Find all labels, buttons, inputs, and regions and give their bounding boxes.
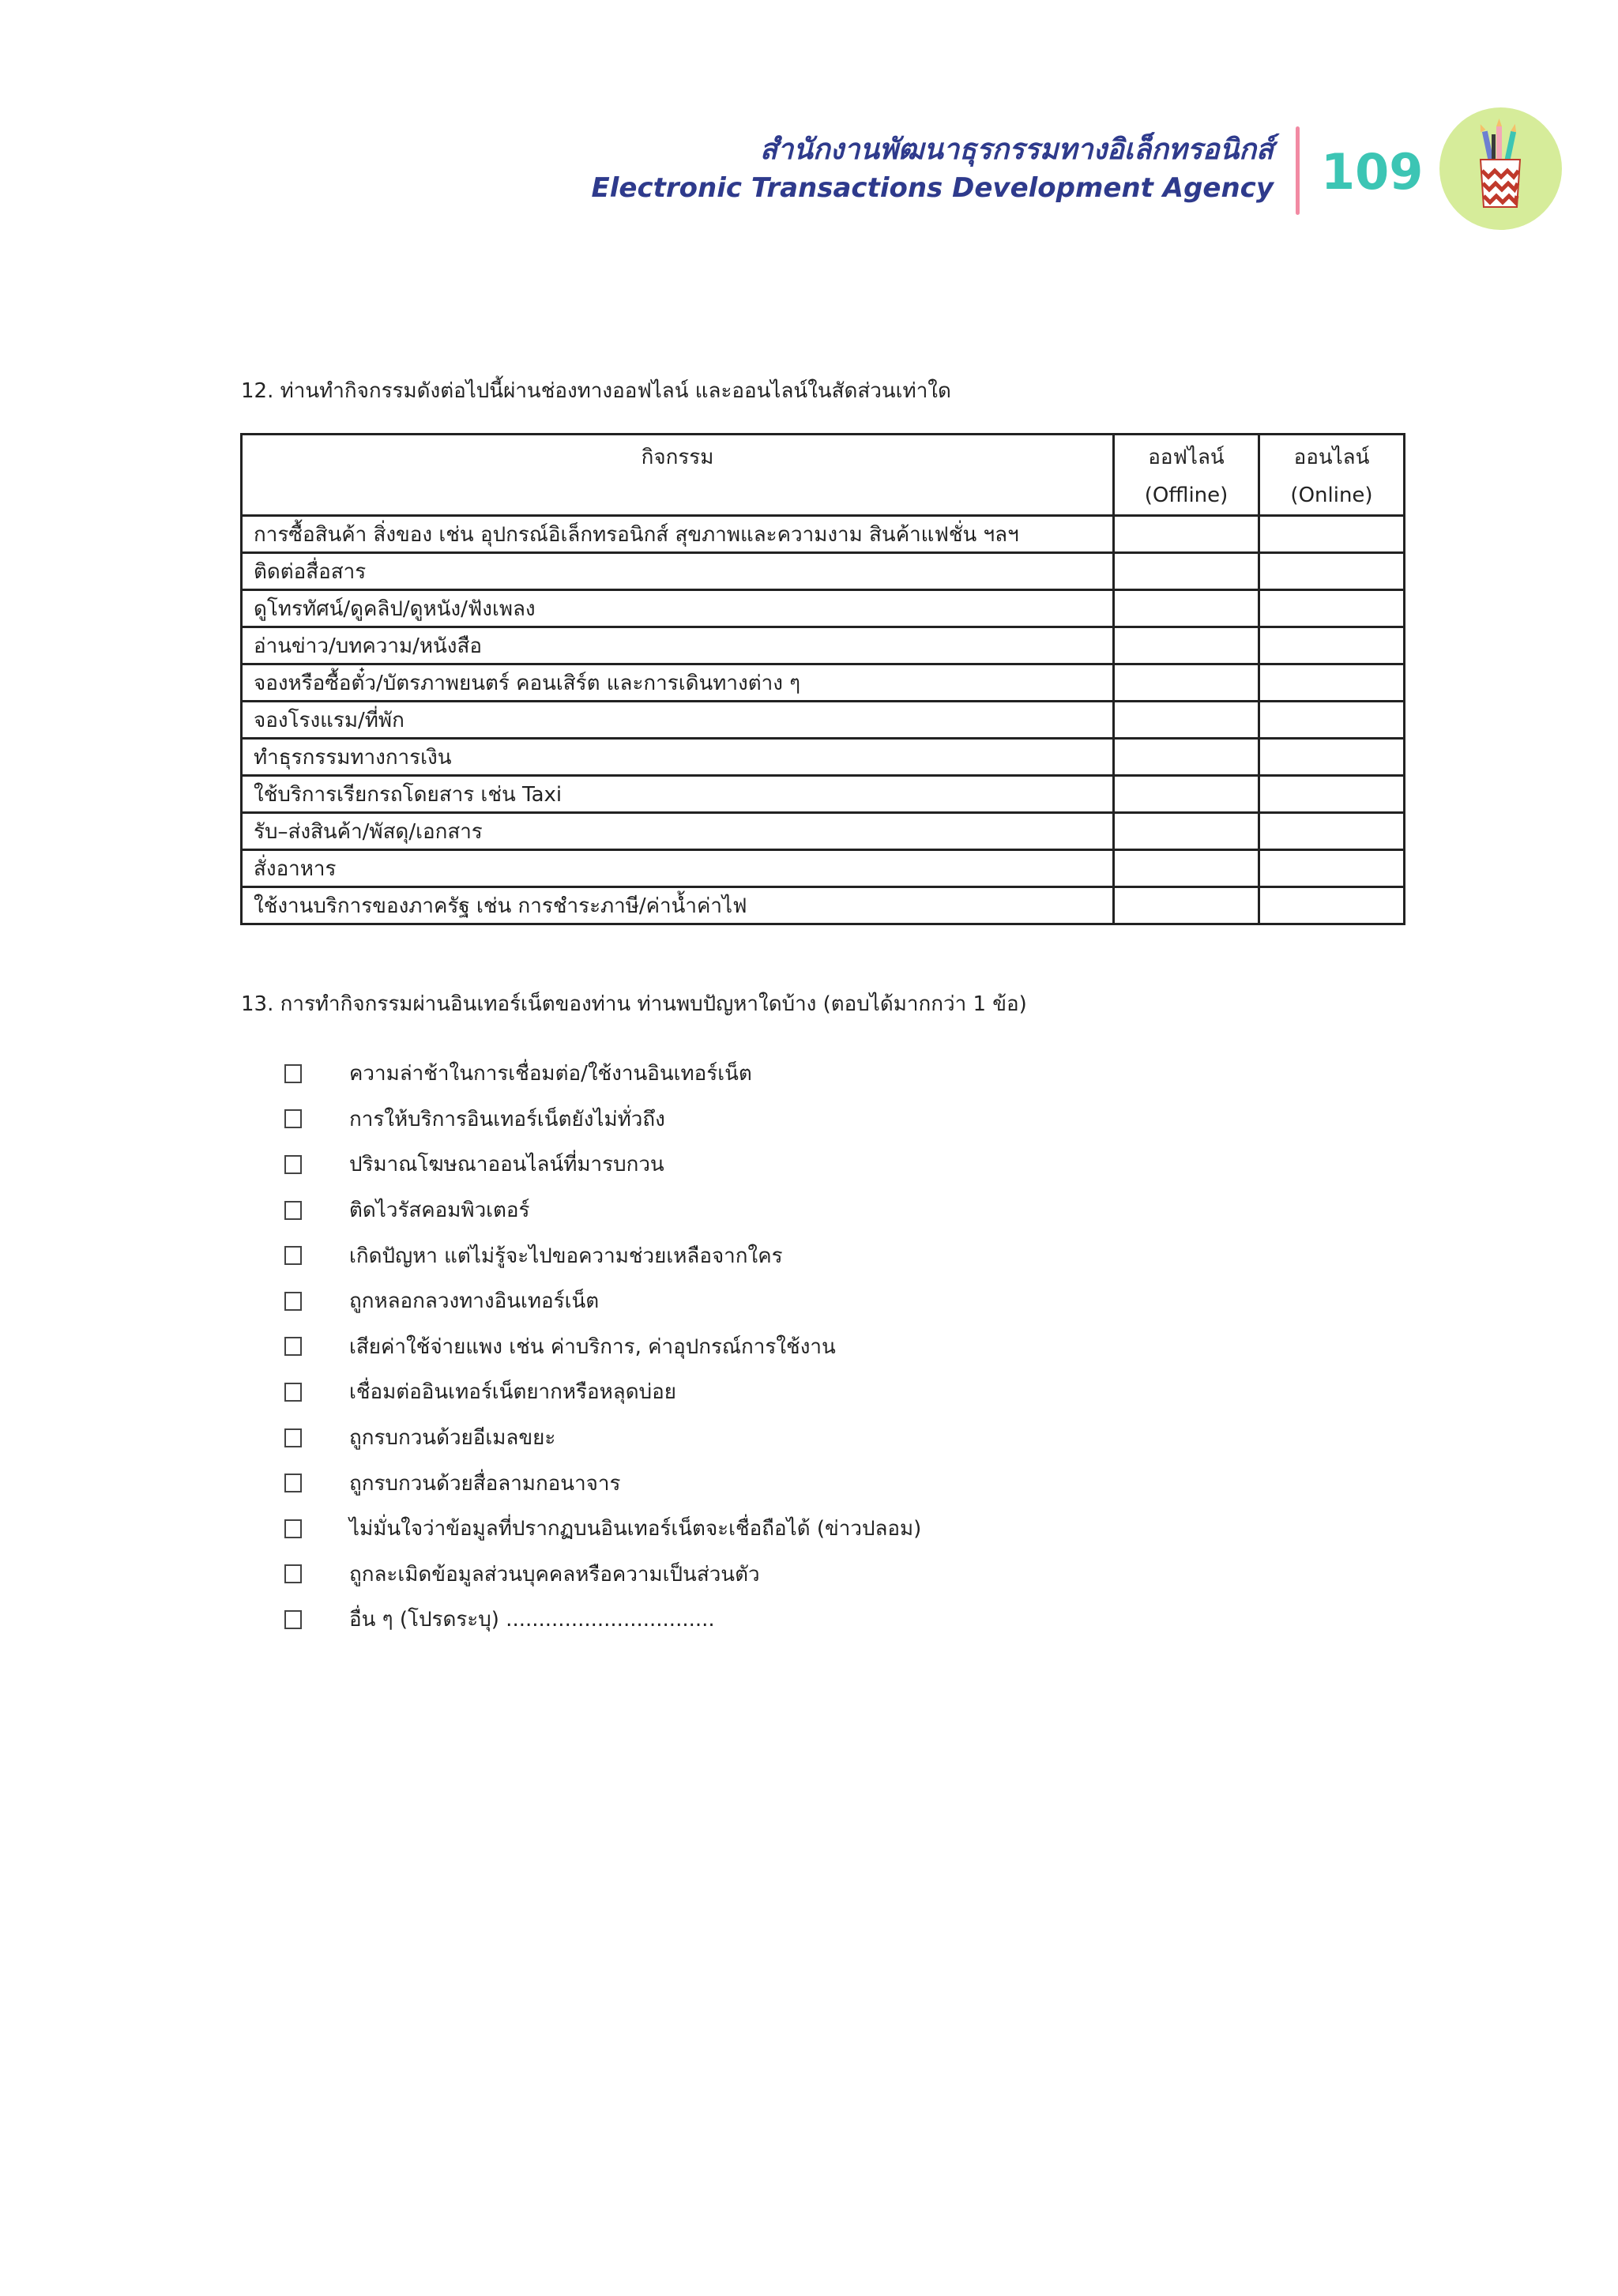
checkbox-label: ถูกหลอกลวงทางอินเทอร์เน็ต <box>349 1289 600 1314</box>
activity-cell: การซื้อสินค้า สิ่งของ เช่น อุปกรณ์อิเล็กทรอนิกส์ สุขภาพและความงาม สินค้าแฟชั่น ฯลฯ <box>242 516 1114 553</box>
list-item[interactable] <box>284 1597 1311 1643</box>
checkbox[interactable] <box>284 1292 302 1311</box>
list-item[interactable] <box>284 1460 1311 1506</box>
list-item[interactable] <box>284 1142 1311 1188</box>
table-row <box>242 590 1405 627</box>
offline-answer-cell[interactable] <box>1114 516 1259 553</box>
checkbox-label: ถูกรบกวนด้วยสื่อลามกอนาจาร <box>349 1471 621 1496</box>
online-label-english: (Online) <box>1290 484 1373 507</box>
table-row <box>242 850 1405 887</box>
online-answer-cell[interactable] <box>1259 776 1405 813</box>
list-item[interactable] <box>284 1324 1311 1370</box>
checkbox[interactable] <box>284 1519 302 1538</box>
column-header-online <box>1259 435 1405 516</box>
activity-cell: ทำธุรกรรมทางการเงิน <box>242 739 1114 776</box>
header-agency <box>563 133 1274 205</box>
checkbox[interactable] <box>284 1246 302 1265</box>
activity-channel-table <box>240 433 1405 925</box>
activity-cell: จองโรงแรม/ที่พัก <box>242 702 1114 739</box>
list-item[interactable] <box>284 1552 1311 1598</box>
checkbox[interactable] <box>284 1564 302 1583</box>
list-item[interactable] <box>284 1188 1311 1233</box>
offline-answer-cell[interactable] <box>1114 776 1259 813</box>
offline-answer-cell[interactable] <box>1114 664 1259 702</box>
online-answer-cell[interactable] <box>1259 813 1405 850</box>
checkbox[interactable] <box>284 1064 302 1083</box>
table-row <box>242 813 1405 850</box>
online-answer-cell[interactable] <box>1259 590 1405 627</box>
question-13-title: 13. การทำกิจกรรมผ่านอินเทอร์เน็ตของท่าน ท่านพบปัญหาใดบ้าง (ตอบได้มากกว่า 1 ข้อ) <box>241 992 1027 1016</box>
checkbox-label: เกิดปัญหา แต่ไม่รู้จะไปขอความช่วยเหลือจากใคร <box>349 1244 783 1268</box>
column-header-activity: กิจกรรม <box>242 435 1114 516</box>
offline-answer-cell[interactable] <box>1114 590 1259 627</box>
column-header-offline <box>1114 435 1259 516</box>
table-header-row <box>242 435 1405 516</box>
agency-name-thai: สำนักงานพัฒนาธุรกรรมทางอิเล็กทรอนิกส์ <box>760 134 1274 166</box>
checkbox[interactable] <box>284 1428 302 1447</box>
checkbox[interactable] <box>284 1474 302 1492</box>
table-row <box>242 516 1405 553</box>
table-row <box>242 887 1405 924</box>
offline-answer-cell[interactable] <box>1114 553 1259 590</box>
offline-answer-cell[interactable] <box>1114 850 1259 887</box>
checkbox[interactable] <box>284 1383 302 1402</box>
online-answer-cell[interactable] <box>1259 664 1405 702</box>
offline-answer-cell[interactable] <box>1114 702 1259 739</box>
checkbox-label: ไม่มั่นใจว่าข้อมูลที่ปรากฏบนอินเทอร์เน็ตจะเชื่อถือได้ (ข่าวปลอม) <box>349 1517 922 1541</box>
checkbox-label: เชื่อมต่ออินเทอร์เน็ตยากหรือหลุดบ่อย <box>349 1380 676 1405</box>
online-answer-cell[interactable] <box>1259 739 1405 776</box>
offline-answer-cell[interactable] <box>1114 813 1259 850</box>
checkbox[interactable] <box>284 1337 302 1356</box>
pencil-cup-icon <box>1439 107 1562 230</box>
checkbox[interactable] <box>284 1201 302 1220</box>
activity-cell: ติดต่อสื่อสาร <box>242 553 1114 590</box>
checkbox[interactable] <box>284 1610 302 1629</box>
checkbox-label: ปริมาณโฆษณาออนไลน์ที่มารบกวน <box>349 1153 664 1177</box>
list-item[interactable] <box>284 1278 1311 1324</box>
offline-answer-cell[interactable] <box>1114 739 1259 776</box>
online-answer-cell[interactable] <box>1259 850 1405 887</box>
list-item[interactable] <box>284 1097 1311 1142</box>
list-item[interactable] <box>284 1506 1311 1552</box>
table-row <box>242 739 1405 776</box>
activity-cell: สั่งอาหาร <box>242 850 1114 887</box>
checkbox-label: ถูกละเมิดข้อมูลส่วนบุคคลหรือความเป็นส่วนตัว <box>349 1562 760 1586</box>
page-number: 109 <box>1321 143 1424 201</box>
offline-answer-cell[interactable] <box>1114 627 1259 664</box>
checkbox-label: อื่น ๆ (โปรดระบุ) ................................ <box>349 1608 715 1632</box>
agency-name-english: Electronic Transactions Development Agency <box>591 172 1274 204</box>
activity-cell: จองหรือซื้อตั๋ว/บัตรภาพยนตร์ คอนเสิร์ต และการเดินทางต่าง ๆ <box>242 664 1114 702</box>
online-answer-cell[interactable] <box>1259 702 1405 739</box>
online-answer-cell[interactable] <box>1259 553 1405 590</box>
checkbox-label: การให้บริการอินเทอร์เน็ตยังไม่ทั่วถึง <box>349 1107 665 1131</box>
online-answer-cell[interactable] <box>1259 887 1405 924</box>
activity-cell: ใช้งานบริการของภาครัฐ เช่น การชำระภาษี/ค่าน้ำค่าไฟ <box>242 887 1114 924</box>
checkbox-label: ติดไวรัสคอมพิวเตอร์ <box>349 1199 530 1223</box>
activity-cell: ใช้บริการเรียกรถโดยสาร เช่น Taxi <box>242 776 1114 813</box>
checkbox-label: เสียค่าใช้จ่ายแพง เช่น ค่าบริการ, ค่าอุปกรณ์การใช้งาน <box>349 1334 836 1359</box>
list-item[interactable] <box>284 1233 1311 1278</box>
online-answer-cell[interactable] <box>1259 516 1405 553</box>
question-12-title: 12. ท่านทำกิจกรรมดังต่อไปนี้ผ่านช่องทางออฟไลน์ และออนไลน์ในสัดส่วนเท่าใด <box>241 379 951 403</box>
table-row <box>242 553 1405 590</box>
offline-label-english: (Offline) <box>1144 484 1229 507</box>
list-item[interactable] <box>284 1051 1311 1097</box>
table-row <box>242 627 1405 664</box>
table-row <box>242 664 1405 702</box>
list-item[interactable] <box>284 1369 1311 1415</box>
online-label-thai: ออนไลน์ <box>1293 446 1370 469</box>
problem-checklist <box>284 1051 1311 1643</box>
checkbox[interactable] <box>284 1155 302 1174</box>
activity-cell: ดูโทรทัศน์/ดูคลิป/ดูหนัง/ฟังเพลง <box>242 590 1114 627</box>
activity-cell: รับ–ส่งสินค้า/พัสดุ/เอกสาร <box>242 813 1114 850</box>
activity-cell: อ่านข่าว/บทความ/หนังสือ <box>242 627 1114 664</box>
checkbox-label: ถูกรบกวนด้วยอีเมลขยะ <box>349 1426 556 1451</box>
table-row <box>242 702 1405 739</box>
checkbox-label: ความล่าช้าในการเชื่อมต่อ/ใช้งานอินเทอร์เน็ต <box>349 1062 752 1086</box>
list-item[interactable] <box>284 1415 1311 1461</box>
offline-answer-cell[interactable] <box>1114 887 1259 924</box>
table-row <box>242 776 1405 813</box>
header-divider <box>1296 126 1300 215</box>
checkbox[interactable] <box>284 1109 302 1128</box>
online-answer-cell[interactable] <box>1259 627 1405 664</box>
offline-label-thai: ออฟไลน์ <box>1148 446 1225 469</box>
